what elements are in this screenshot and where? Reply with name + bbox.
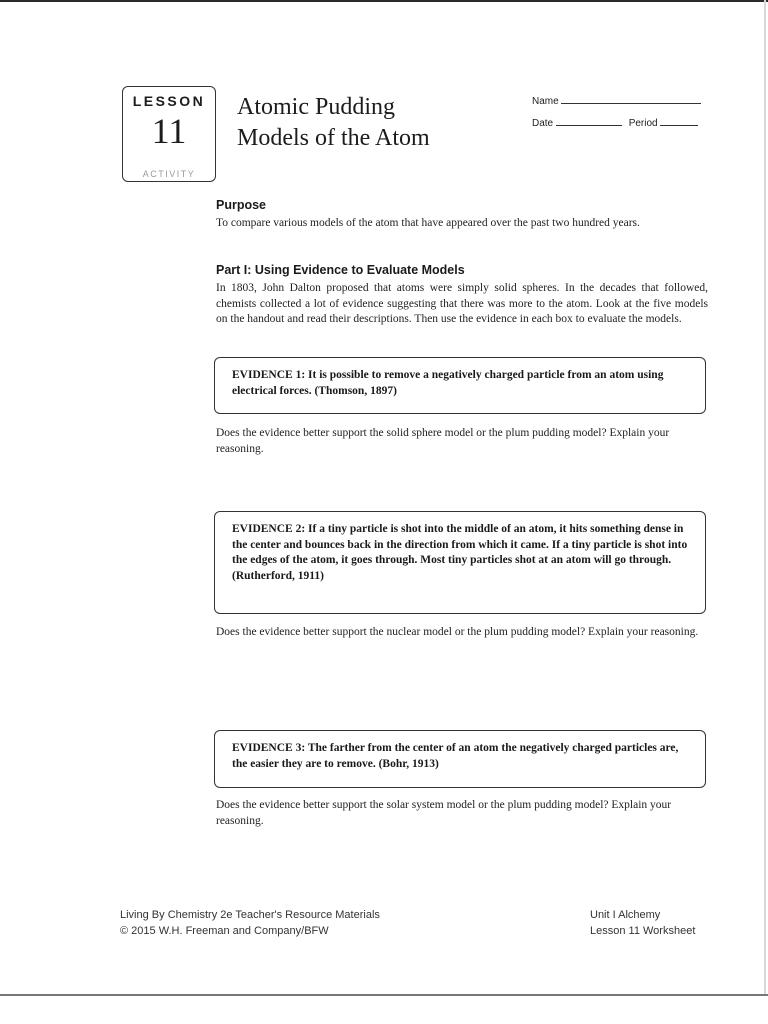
part1-section: [216, 263, 708, 328]
question-3: Does the evidence better support the solar system model or the plum pudding model? Explain your reasoning.: [216, 799, 672, 827]
title-line-1: Atomic Pudding: [237, 94, 396, 120]
evidence-text-1: EVIDENCE 1: It is possible to remove a negatively charged particle from an atom using electrical forces. (Thomson, 1897): [232, 369, 664, 397]
name-line[interactable]: [561, 94, 701, 104]
evidence-box-3: [214, 730, 706, 788]
page-edge-top: [0, 0, 768, 2]
footer-right: [590, 907, 695, 939]
page-edge-bottom: [0, 994, 768, 996]
question-2: Does the evidence better support the nuclear model or the plum pudding model? Explain your reasoning.: [216, 626, 699, 638]
date-period-row: [532, 116, 708, 138]
period-label: Period: [628, 118, 658, 129]
period-line[interactable]: [660, 116, 698, 126]
lesson-number: 11: [151, 111, 187, 151]
footer-unit: Unit I Alchemy: [590, 909, 661, 921]
part1-text: In 1803, John Dalton proposed that atoms were simply solid spheres. In the decades that followed, chemists collected a lot of evidence suggesting that there was more to the atom. Look at the five models on the handout and read their descriptions. Then use the evidence in each box to evaluate the models.: [216, 282, 708, 325]
footer-copyright: © 2015 W.H. Freeman and Company/BFW: [120, 925, 329, 937]
name-field[interactable]: [532, 94, 708, 116]
evidence-box-1: [214, 357, 706, 414]
purpose-section: [216, 198, 708, 232]
part1-heading: Part I: Using Evidence to Evaluate Models: [216, 263, 465, 277]
page-title: [237, 92, 430, 154]
evidence-text-2: EVIDENCE 2: If a tiny particle is shot into the middle of an atom, it hits something dense in the center and bounces back in the direction from which it came. If a tiny particle is shot into the edges of the atom, it goes through. Most tiny particles shot at an atom will go through. (Rutherford, 1911): [232, 523, 688, 582]
lesson-type: ACTIVITY: [142, 169, 196, 179]
footer-publication: Living By Chemistry 2e Teacher's Resource Materials: [120, 909, 380, 921]
evidence-text-3: EVIDENCE 3: The farther from the center of an atom the negatively charged particles are, the easier they are to remove. (Bohr, 1913): [232, 742, 679, 770]
question-1: Does the evidence better support the solid sphere model or the plum pudding model? Explain your reasoning.: [216, 427, 670, 455]
footer-lesson: Lesson 11 Worksheet: [590, 925, 696, 937]
purpose-heading: Purpose: [216, 198, 267, 212]
evidence-box-2: [214, 511, 706, 614]
answer-area-2[interactable]: [216, 660, 708, 726]
answer-area-3[interactable]: [216, 832, 708, 892]
page-edge-right: [764, 0, 766, 996]
title-line-2: Models of the Atom: [237, 125, 430, 151]
answer-area-1[interactable]: [216, 460, 708, 508]
footer-left: [120, 907, 380, 939]
lesson-label: LESSON: [132, 93, 206, 109]
date-line[interactable]: [556, 116, 622, 126]
name-label: Name: [532, 96, 559, 107]
purpose-text: To compare various models of the atom that have appeared over the past two hundred years.: [216, 217, 640, 229]
lesson-badge: [122, 86, 216, 182]
student-info-fields: [532, 94, 708, 138]
date-label: Date: [532, 118, 554, 129]
